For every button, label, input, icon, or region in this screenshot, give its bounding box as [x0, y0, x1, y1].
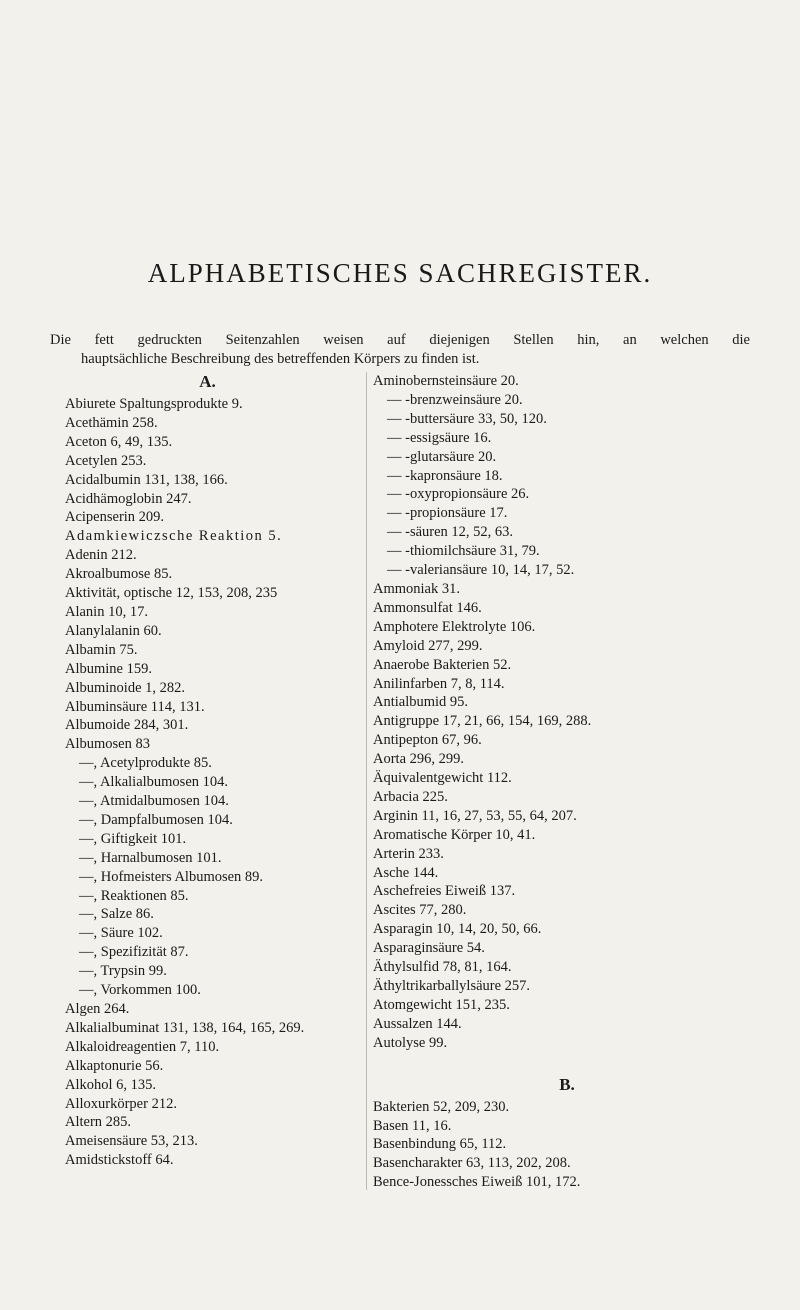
- index-entry: Bakterien 52, 209, 230.: [373, 1098, 510, 1115]
- index-subentry: — -brenzweinsäure 20.: [387, 391, 523, 408]
- index-subentry: —, Acetylprodukte 85.: [79, 755, 212, 772]
- index-subentry: —, Reaktionen 85.: [79, 887, 189, 904]
- index-subentry: — -thiomilchsäure 31, 79.: [387, 543, 540, 560]
- index-entry: Ammoniak 31.: [373, 580, 460, 597]
- index-entry: Aromatische Körper 10, 41.: [373, 826, 536, 843]
- index-entry: Ameisensäure 53, 213.: [65, 1133, 198, 1150]
- index-subentry: —, Vorkommen 100.: [79, 982, 201, 999]
- index-entry: Amidstickstoff 64.: [65, 1152, 174, 1169]
- index-entry: Asparaginsäure 54.: [373, 940, 485, 957]
- index-entry: Ammonsulfat 146.: [373, 599, 482, 616]
- index-entry: Albumosen 83: [65, 736, 150, 753]
- index-entry: Bence-Jonessches Eiweiß 101, 172.: [373, 1174, 581, 1191]
- index-entry: Alanin 10, 17.: [65, 603, 148, 620]
- index-entry: Alanylalanin 60.: [65, 622, 162, 639]
- index-entry: Albumine 159.: [65, 660, 152, 677]
- index-entry: Basencharakter 63, 113, 202, 208.: [373, 1155, 571, 1172]
- index-entry: Amphotere Elektrolyte 106.: [373, 618, 536, 635]
- index-entry: Atomgewicht 151, 235.: [373, 996, 510, 1013]
- section-heading-a: A.: [199, 372, 216, 391]
- index-entry: Alkaloidreagentien 7, 110.: [65, 1038, 220, 1055]
- index-subentry: —, Hofmeisters Albumosen 89.: [79, 868, 264, 885]
- index-entry: Aminobernsteinsäure 20.: [373, 373, 519, 389]
- index-entry: Adamkiewiczsche Reaktion 5.: [65, 528, 283, 545]
- index-entry: Algen 264.: [65, 1001, 130, 1017]
- index-entry: Aussalzen 144.: [373, 1015, 462, 1032]
- index-entry: Abiurete Spaltungsprodukte 9.: [65, 396, 243, 412]
- index-entry: Alkohol 6, 135.: [65, 1076, 157, 1093]
- index-entry: Arterin 233.: [373, 845, 444, 862]
- index-subentry: —, Alkalialbumosen 104.: [79, 774, 229, 791]
- page-title: ALPHABETISCHES SACHREGISTER.: [147, 258, 653, 288]
- index-subentry: —, Salze 86.: [79, 906, 154, 923]
- index-entry: Basenbindung 65, 112.: [373, 1136, 507, 1153]
- index-entry: Anilinfarben 7, 8, 114.: [373, 675, 505, 692]
- index-entry: Basen 11, 16.: [373, 1117, 452, 1134]
- index-entry: Asparagin 10, 14, 20, 50, 66.: [373, 921, 542, 938]
- index-subentry: —, Spezifizität 87.: [79, 944, 189, 961]
- left-column: [65, 368, 350, 1170]
- index-subentry: —, Säure 102.: [79, 925, 163, 942]
- index-subentry: — -propionsäure 17.: [387, 505, 508, 522]
- index-entry: Akroalbumose 85.: [65, 566, 173, 583]
- index-entry: Äthyltrikarballylsäure 257.: [373, 978, 531, 994]
- index-entry: Acethämin 258.: [65, 414, 158, 431]
- index-subentry: —, Giftigkeit 101.: [79, 830, 187, 847]
- index-entry: Antialbumid 95.: [373, 694, 469, 711]
- index-entry: Adenin 212.: [65, 547, 137, 564]
- index-entry: Antipepton 67, 96.: [373, 732, 482, 749]
- index-subentry: — -valeriansäure 10, 14, 17, 52.: [387, 562, 575, 579]
- index-entry: Albamin 75.: [65, 641, 138, 658]
- index-entry: Äthylsulfid 78, 81, 164.: [373, 959, 512, 976]
- intro-note: [50, 331, 750, 369]
- index-entry: Aktivität, optische 12, 153, 208, 235: [65, 585, 278, 602]
- index-entry: Acidhämoglobin 247.: [65, 490, 192, 507]
- index-subentry: — -kapronsäure 18.: [387, 467, 503, 484]
- index-entry: Aschefreies Eiweiß 137.: [373, 883, 516, 900]
- index-entry: Aceton 6, 49, 135.: [65, 433, 173, 450]
- index-entry: Alloxurkörper 212.: [65, 1095, 177, 1112]
- index-entry: Antigruppe 17, 21, 66, 154, 169, 288.: [373, 713, 592, 730]
- index-entry: Altern 285.: [65, 1114, 132, 1131]
- index-entry: Asche 144.: [373, 864, 439, 881]
- index-subentry: —, Harnalbumosen 101.: [79, 849, 222, 866]
- index-entry: Arginin 11, 16, 27, 53, 55, 64, 207.: [373, 807, 577, 824]
- index-entry: Acidalbumin 131, 138, 166.: [65, 471, 228, 488]
- index-entry: Acetylen 253.: [65, 452, 147, 469]
- index-entry: Anaerobe Bakterien 52.: [373, 656, 512, 673]
- index-entry: Amyloid 277, 299.: [373, 637, 483, 654]
- index-entry: Albuminsäure 114, 131.: [65, 698, 205, 715]
- index-subentry: — -essigsäure 16.: [387, 429, 492, 446]
- index-entry: Acipenserin 209.: [65, 509, 165, 526]
- index-subentry: —, Dampfalbumosen 104.: [79, 811, 233, 828]
- intro-line-1: Die fett gedruckten Seitenzahlen weisen auf diejenigen Stellen hin, an welchen die: [50, 332, 750, 348]
- index-entry: Albumoide 284, 301.: [65, 717, 189, 734]
- index-subentry: — -glutarsäure 20.: [387, 448, 497, 465]
- index-entry: Autolyse 99.: [373, 1034, 448, 1051]
- index-entry: Alkaptonurie 56.: [65, 1057, 164, 1074]
- section-heading-b: B.: [559, 1074, 575, 1094]
- index-subentry: — -oxypropionsäure 26.: [387, 486, 530, 503]
- index-entry: Äquivalentgewicht 112.: [373, 770, 512, 787]
- index-entry: Aorta 296, 299.: [373, 751, 465, 768]
- index-subentry: —, Atmidalbumosen 104.: [79, 793, 229, 810]
- index-entry: Alkalialbuminat 131, 138, 164, 165, 269.: [65, 1019, 305, 1036]
- index-subentry: — -buttersäure 33, 50, 120.: [387, 410, 547, 427]
- index-subentry: — -säuren 12, 52, 63.: [387, 524, 514, 541]
- index-entry: Ascites 77, 280.: [373, 902, 467, 919]
- index-entry: Arbacia 225.: [373, 788, 448, 805]
- index-subentry: —, Trypsin 99.: [79, 963, 167, 980]
- intro-line-2: hauptsächliche Beschreibung des betreffenden Körpers zu finden ist.: [81, 351, 480, 367]
- index-entry: Albuminoide 1, 282.: [65, 679, 186, 696]
- right-column: [366, 372, 761, 1190]
